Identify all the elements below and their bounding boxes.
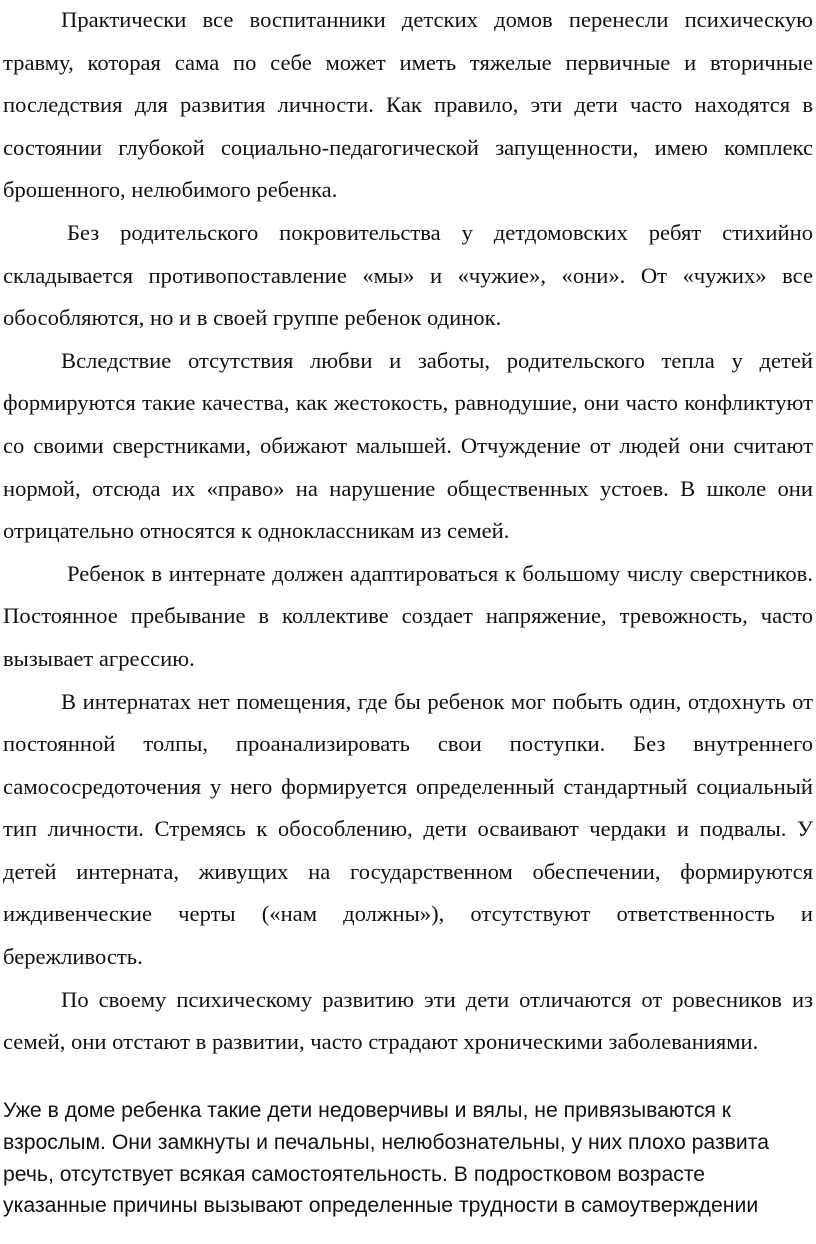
paragraph-trauma: Практически все воспитанники детских домов перенесли психическую травму, которая сама по себе может иметь тяжелые первичные и вторичные последствия для развития личности. Как правило, эти дети часто находятся в состоянии глубокой социально-педагогической запущенности, имею комплекс брошенного, нелюбимого ребенка. <box>3 7 813 203</box>
paragraph-development: По своему психическому развитию эти дети отличаются от ровесников из семей, они отстают в развитии, часто страдают хроническими заболеваниями. <box>3 986 813 1055</box>
paragraph-no-private-space: В интернатах нет помещения, где бы ребенок мог побыть один, отдохнуть от постоянной толпы, проанализировать свои поступки. Без внутреннего самососредоточения у него формируется определенный стандартный социальный тип личности. Стремясь к обособлению, дети осваивают чердаки и подвалы. У детей интерната, живущих на государственном обеспечении, формируются иждивенческие черты («нам должны»), отсутствуют ответственность и бережливость. <box>3 688 813 970</box>
paragraph-parental-care: Без родительского покровительства у детдомовских ребят стихийно складывается противопоставление «мы» и «чужие», «они». От «чужих» все обособляются, но и в своей группе ребенок одинок. <box>3 219 813 331</box>
paragraph-early-childhood: Уже в доме ребенка такие дети недоверчивы и вялы, не привязываются к взрослым. Они замкнуты и печальны, нелюбознательны, у них плохо развита речь, отсутствует всякая самостоятельность. В подростковом возрасте указанные причины вызывают определенные трудности в самоутверждении <box>3 1099 769 1218</box>
paragraph-adaptation: Ребенок в интернате должен адаптироваться к большому числу сверстников. Постоянное пребывание в коллективе создает напряжение, тревожность, часто вызывает агрессию. <box>3 560 813 671</box>
paragraph-lack-of-love: Вследствие отсутствия любви и заботы, родительского тепла у детей формируются такие качества, как жестокость, равнодушие, они часто конфликтуют со своими сверстниками, обижают малышей. Отчуждение от людей они считают нормой, отсюда их «право» на нарушение общественных устоев. В школе они отрицательно относятся к одноклассникам из семей. <box>3 347 813 544</box>
main-text-block <box>3 0 813 1064</box>
